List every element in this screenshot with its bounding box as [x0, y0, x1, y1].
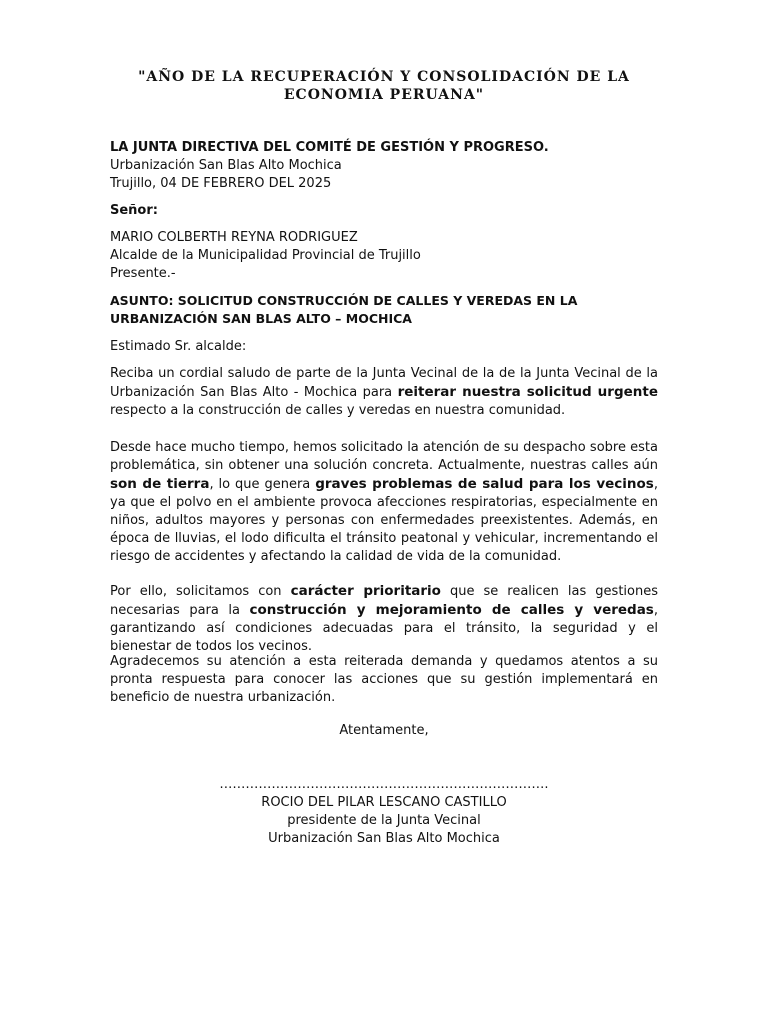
year-heading: "AÑO DE LA RECUPERACIÓN Y CONSOLIDACIÓN DE LA ECONOMIA PERUANA" [138, 69, 630, 103]
signatory-role: presidente de la Junta Vecinal [287, 813, 481, 828]
signature-line: …………………………………………………………………. [219, 777, 549, 792]
p2-text-a: Desde hace mucho tiempo, hemos solicitado la atención de su despacho sobre esta problemática, sin obtener una solución concreta. Actualmente, nuestras calles aún [110, 440, 658, 473]
p3-emphasis-1: carácter prioritario [290, 583, 441, 599]
greeting: Estimado Sr. alcalde: [110, 339, 247, 354]
paragraph-1 [110, 365, 658, 420]
p3-text-c: que se realicen las gestiones necesarias para la [110, 584, 658, 618]
p1-text-a: Reciba un cordial saludo de parte de la Junta Vecinal de la de la Junta Vecinal de la Urbanización San Blas Alto - Mochica para [110, 366, 658, 400]
p2-text-c: , lo que genera [209, 477, 316, 492]
recipient-title: Alcalde de la Municipalidad Provincial de Trujillo [110, 248, 421, 263]
salutation-label: Señor: [110, 203, 158, 218]
paragraph-2 [110, 439, 658, 566]
sender-org: LA JUNTA DIRECTIVA DEL COMITÉ DE GESTIÓN Y PROGRESO. [110, 140, 549, 155]
recipient-block [110, 229, 658, 283]
signatory-name: ROCIO DEL PILAR LESCANO CASTILLO [261, 795, 507, 810]
sender-block [110, 139, 658, 193]
p1-text-c: respecto a la construcción de calles y veredas en nuestra comunidad. [110, 403, 566, 418]
signatory-org: Urbanización San Blas Alto Mochica [268, 831, 500, 846]
p2-emphasis-1: son de tierra [110, 476, 210, 492]
p3-emphasis-2: construcción y mejoramiento de calles y veredas [249, 602, 654, 618]
presente-line: Presente.- [110, 266, 176, 281]
p1-emphasis: reiterar nuestra solicitud urgente [397, 384, 658, 400]
p2-emphasis-2: graves problemas de salud para los vecinos [315, 476, 654, 492]
sender-address: Urbanización San Blas Alto Mochica [110, 158, 342, 173]
subject-line: ASUNTO: SOLICITUD CONSTRUCCIÓN DE CALLES Y VEREDAS EN LA URBANIZACIÓN SAN BLAS ALTO – MOCHICA [110, 293, 578, 326]
p2-text-e: , ya que el polvo en el ambiente provoca afecciones respiratorias, especialmente en niños, adultos mayores y personas con enfermedades preexistentes. Además, en época de lluvias, el lodo dificulta el tránsito peatonal y vehicular, incrementando el riesgo de accidentes y afectando la calidad de vida de la comunidad. [110, 477, 658, 564]
date-line: Trujillo, 04 DE FEBRERO DEL 2025 [110, 176, 332, 191]
p3-text-e: , garantizando así condiciones adecuadas para el tránsito, la seguridad y el bienestar de todos los vecinos. [110, 603, 658, 654]
p3-text-a: Por ello, solicitamos con [110, 584, 291, 599]
signature-block [110, 776, 658, 848]
closing: Atentamente, [339, 723, 429, 738]
paragraph-4: Agradecemos su atención a esta reiterada demanda y quedamos atentos a su pronta respuesta para conocer las acciones que su gestión implementará en beneficio de nuestra urbanización. [110, 654, 658, 705]
paragraph-3 [110, 582, 658, 656]
recipient-name: MARIO COLBERTH REYNA RODRIGUEZ [110, 230, 358, 245]
